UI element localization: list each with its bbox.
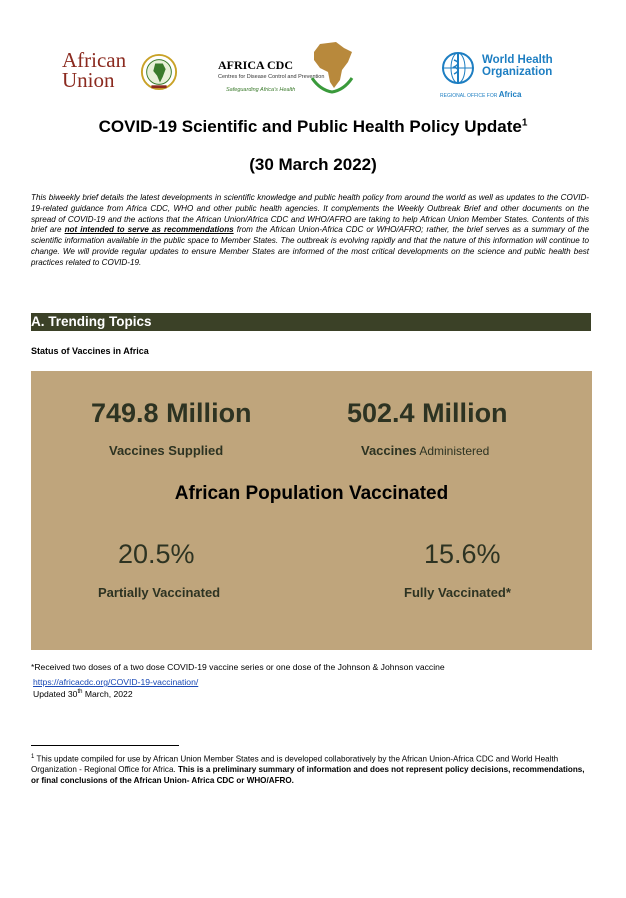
title-footnote-ref: 1 <box>521 117 528 129</box>
population-vaccinated-title: African Population Vaccinated <box>174 483 449 504</box>
section-title: A. Trending Topics <box>31 314 152 329</box>
au-logo-line1: African <box>62 48 127 72</box>
page-date: (30 March 2022) <box>249 155 377 174</box>
cdc-logo-subtitle: Centres for Disease Control and Prevention <box>218 74 325 80</box>
intro-paragraph: This biweekly brief details the latest developments in scientific knowledge and public health policy from around the world as well as updates to the COVID-19-related guidance from Africa CDC, WHO and other public health agencies. It complements the Weekly Outbreak Brief and other documents on the spread of COVID-19 and the actions that the African Union/Africa CDC and WHO/AFRO are taking to help African Union Member States. Contents of this brief are not intended to serve as recommendations from the African Union-Africa CDC or WHO/AFRO; rather, the brief serves as a summary of the scientific information available in the public space to Member States. The outbreak is evolving rapidly and that the nature of this information will continue to change. We will provide regular updates to ensure Member States are informed of the most critical developments on the science and public health best practices related to COVID-19. <box>31 193 589 267</box>
section-header-bar <box>31 313 591 331</box>
partially-vaccinated-value: 20.5% <box>118 539 195 569</box>
who-region-name: Africa <box>498 90 522 99</box>
who-logo <box>438 50 568 100</box>
who-region-label: REGIONAL OFFICE FOR <box>440 93 498 99</box>
partially-vaccinated-label: Partially Vaccinated <box>98 585 221 600</box>
footnote-divider <box>31 745 179 746</box>
africa-cdc-logo <box>218 38 358 102</box>
page-footnote: $^1$ This update compiled for use by African Union Member States and is developed collaboratively by the African Union-Africa CDC and World Health Organization - Regional Office for Africa. This is a preliminary summary of information and does not represent policy decisions, recommendations, or final conclusions of the African Union- Africa CDC or WHO/AFRO. <box>31 754 585 786</box>
cdc-logo-tagline: Safeguarding Africa's Health <box>226 87 296 93</box>
vaccines-administered-label: Vaccines Administered <box>361 443 490 458</box>
cdc-logo-title: AFRICA CDC <box>218 58 293 72</box>
vaccines-administered-value: 502.4 Million <box>347 398 508 428</box>
african-union-logo <box>62 46 180 102</box>
au-logo-line2: Union <box>62 68 115 92</box>
who-region <box>440 90 521 99</box>
who-logo-line1: World Health <box>482 54 553 66</box>
africa-map-icon <box>306 38 358 94</box>
vaccines-supplied-label: Vaccines Supplied <box>109 443 224 458</box>
who-emblem-icon <box>438 50 478 90</box>
vaccine-footnote: *Received two doses of a two dose COVID-19 vaccine series or one dose of the Johnson & Johnson vaccine <box>31 662 445 672</box>
header-logos <box>0 38 626 102</box>
au-emblem-icon <box>140 52 178 92</box>
page-title: COVID-19 Scientific and Public Health Policy Update$^1$ <box>98 117 528 136</box>
updated-date: Updated 30th March, 2022 <box>33 689 133 699</box>
fully-vaccinated-label: Fully Vaccinated* <box>404 585 511 600</box>
fully-vaccinated-value: 15.6% <box>424 539 501 569</box>
vaccine-status-panel <box>31 371 592 650</box>
intro-emphasis: not intended to serve as recommendations <box>64 225 234 235</box>
subsection-heading: Status of Vaccines in Africa <box>31 346 149 356</box>
who-logo-line2: Organization <box>482 66 553 78</box>
vaccines-supplied-value: 749.8 Million <box>91 398 252 428</box>
vaccination-link[interactable]: https://africacdc.org/COVID-19-vaccination/ <box>33 677 199 687</box>
